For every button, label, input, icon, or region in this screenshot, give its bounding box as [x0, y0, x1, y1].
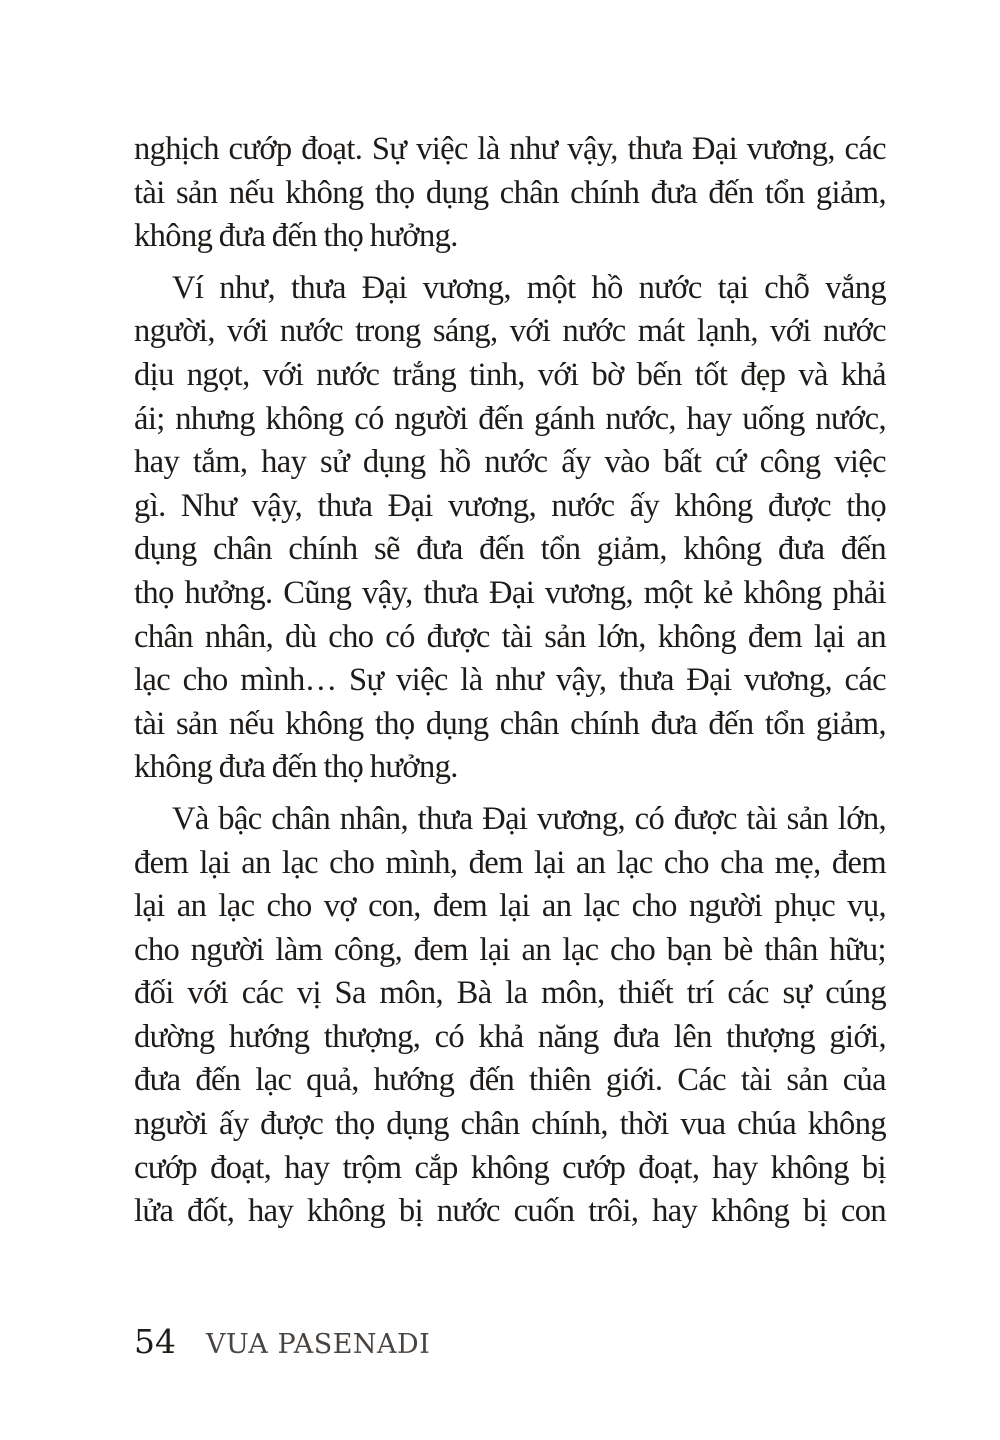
text-line: tài sản nếu không thọ dụng chân chính đưa đến tổn giảm,: [134, 174, 886, 211]
text-line: lửa đốt, hay không bị nước cuốn trôi, hay không bị con: [134, 1193, 886, 1230]
text-line: dụng chân chính sẽ đưa đến tổn giảm, không đưa đến: [134, 531, 886, 568]
text-line: hay tắm, hay sử dụng hồ nước ấy vào bất cứ công việc: [134, 444, 886, 481]
paragraph: [134, 798, 886, 1234]
text-line: đem lại an lạc cho mình, đem lại an lạc cho cha mẹ, đem: [134, 844, 886, 881]
text-line: cướp đoạt, hay trộm cắp không cướp đoạt, hay không bị: [134, 1149, 886, 1186]
running-title: VUA PASENADI: [206, 1329, 431, 1360]
text-line: người, với nước trong sáng, với nước mát lạnh, với nước: [134, 313, 886, 350]
text-line: đưa đến lạc quả, hướng đến thiên giới. Các tài sản của: [134, 1062, 886, 1099]
text-line: dịu ngọt, với nước trắng tinh, với bờ bến tốt đẹp và khả: [134, 356, 886, 393]
text-line: không đưa đến thọ hưởng.: [134, 749, 458, 786]
text-line: người ấy được thọ dụng chân chính, thời vua chúa không: [134, 1106, 886, 1143]
text-line: nghịch cướp đoạt. Sự việc là như vậy, thưa Đại vương, các: [134, 131, 886, 167]
text-line: dường hướng thượng, có khả năng đưa lên thượng giới,: [134, 1018, 886, 1055]
body-text: [134, 128, 886, 1242]
text-line: tài sản nếu không thọ dụng chân chính đưa đến tổn giảm,: [134, 705, 886, 742]
text-line: ái; nhưng không có người đến gánh nước, hay uống nước,: [134, 400, 886, 437]
text-line: lạc cho mình… Sự việc là như vậy, thưa Đại vương, các: [134, 662, 886, 699]
paragraph: [134, 267, 886, 790]
text-line: lại an lạc cho vợ con, đem lại an lạc cho người phục vụ,: [134, 888, 886, 925]
page-footer: [134, 1322, 430, 1361]
paragraph: [134, 128, 886, 259]
text-line: chân nhân, dù cho có được tài sản lớn, không đem lại an: [134, 618, 886, 655]
text-line: thọ hưởng. Cũng vậy, thưa Đại vương, một kẻ không phải: [134, 574, 886, 611]
text-line: đối với các vị Sa môn, Bà la môn, thiết trí các sự cúng: [134, 975, 886, 1012]
text-line: không đưa đến thọ hưởng.: [134, 218, 458, 255]
page-number: 54: [134, 1322, 176, 1361]
text-line: gì. Như vậy, thưa Đại vương, nước ấy không được thọ: [134, 487, 886, 524]
text-line: cho người làm công, đem lại an lạc cho bạn bè thân hữu;: [134, 931, 886, 968]
text-line: Và bậc chân nhân, thưa Đại vương, có được tài sản lớn,: [172, 800, 886, 837]
text-line: Ví như, thưa Đại vương, một hồ nước tại chỗ vắng: [172, 269, 886, 306]
